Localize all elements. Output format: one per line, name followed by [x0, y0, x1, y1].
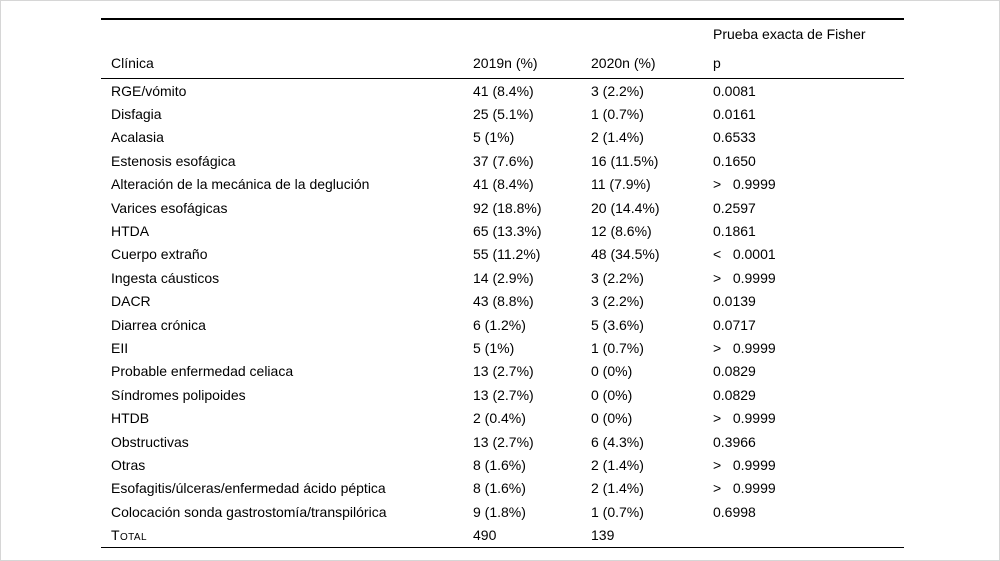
value-2020-cell: 3 (2.2%) — [591, 269, 644, 286]
value-2019-cell: 9 (1.8%) — [473, 503, 526, 520]
p-value-cell: < 0.0001 — [713, 246, 776, 263]
table-row — [101, 477, 904, 500]
column-header-clinica: Clínica — [111, 55, 154, 71]
table-row — [101, 523, 904, 546]
value-2019-cell: 25 (5.1%) — [473, 106, 534, 123]
table-header-row-fisher — [101, 20, 904, 49]
clinic-name-cell: Disfagia — [111, 106, 162, 123]
p-value-cell: > 0.9999 — [713, 269, 776, 286]
value-2020-cell: 2 (1.4%) — [591, 480, 644, 497]
value-2020-cell: 16 (11.5%) — [591, 152, 659, 169]
value-2019-cell: 8 (1.6%) — [473, 480, 526, 497]
p-value-cell: 0.0829 — [713, 363, 756, 380]
table-row — [101, 149, 904, 172]
value-2020-cell: 0 (0%) — [591, 386, 633, 403]
value-2019-cell: 13 (2.7%) — [473, 363, 534, 380]
table-row — [101, 500, 904, 523]
value-2019-cell: 5 (1%) — [473, 339, 515, 356]
clinic-name-cell: RGE/vómito — [111, 82, 187, 99]
table-row — [101, 290, 904, 313]
p-value-cell: 0.2597 — [713, 199, 756, 216]
p-value-cell: 0.0829 — [713, 386, 756, 403]
value-2019-cell: 2 (0.4%) — [473, 410, 526, 427]
value-2019-cell: 490 — [473, 527, 497, 544]
table-row — [101, 219, 904, 242]
p-value-cell: > 0.9999 — [713, 480, 776, 497]
clinic-name-cell: HTDA — [111, 223, 150, 240]
table-row — [101, 243, 904, 266]
value-2019-cell: 8 (1.6%) — [473, 456, 526, 473]
p-value-cell: 0.3966 — [713, 433, 756, 450]
table-row — [101, 102, 904, 125]
table-bottom-rule — [101, 547, 904, 549]
table-row — [101, 173, 904, 196]
p-value-cell: > 0.9999 — [713, 410, 776, 427]
p-value-cell: 0.1650 — [713, 152, 756, 169]
table-row — [101, 406, 904, 429]
clinic-name-cell: Síndromes polipoides — [111, 386, 246, 403]
value-2020-cell: 0 (0%) — [591, 363, 633, 380]
value-2020-cell: 3 (2.2%) — [591, 293, 644, 310]
value-2019-cell: 14 (2.9%) — [473, 269, 534, 286]
table-row — [101, 266, 904, 289]
value-2019-cell: 37 (7.6%) — [473, 152, 534, 169]
p-value-cell: 0.6533 — [713, 129, 756, 146]
value-2020-cell: 3 (2.2%) — [591, 82, 644, 99]
value-2020-cell: 11 (7.9%) — [591, 176, 651, 193]
clinic-name-cell: Total — [111, 527, 147, 544]
table-row — [101, 313, 904, 336]
value-2019-cell: 13 (2.7%) — [473, 433, 534, 450]
value-2019-cell: 92 (18.8%) — [473, 199, 542, 216]
table-header-row-columns — [101, 49, 904, 78]
clinic-name-cell: EII — [111, 339, 129, 356]
column-header-p: p — [713, 55, 721, 71]
value-2019-cell: 65 (13.3%) — [473, 223, 542, 240]
clinic-name-cell: Alteración de la mecánica de la deglución — [111, 176, 370, 193]
clinic-name-cell: Diarrea crónica — [111, 316, 206, 333]
p-value-cell: 0.6998 — [713, 503, 756, 520]
value-2020-cell: 6 (4.3%) — [591, 433, 644, 450]
clinic-name-cell: Estenosis esofágica — [111, 152, 236, 169]
p-value-cell: 0.0081 — [713, 82, 756, 99]
value-2019-cell: 6 (1.2%) — [473, 316, 526, 333]
value-2020-cell: 1 (0.7%) — [591, 503, 644, 520]
value-2020-cell: 1 (0.7%) — [591, 106, 644, 123]
value-2020-cell: 2 (1.4%) — [591, 129, 644, 146]
p-value-cell: 0.1861 — [713, 223, 756, 240]
table-row — [101, 383, 904, 406]
value-2019-cell: 5 (1%) — [473, 129, 515, 146]
clinic-name-cell: Esofagitis/úlceras/enfermedad ácido péptica — [111, 480, 386, 497]
column-header-2019: 2019n (%) — [473, 55, 538, 71]
p-value-cell: 0.0161 — [713, 106, 756, 123]
value-2020-cell: 48 (34.5%) — [591, 246, 660, 263]
clinic-name-cell: Obstructivas — [111, 433, 189, 450]
table-row — [101, 360, 904, 383]
p-value-cell: > 0.9999 — [713, 339, 776, 356]
table-body — [101, 79, 904, 547]
table-row — [101, 336, 904, 359]
clinic-name-cell: Colocación sonda gastrostomía/transpilórica — [111, 503, 387, 520]
table-row — [101, 196, 904, 219]
value-2020-cell: 139 — [591, 527, 615, 544]
value-2020-cell: 5 (3.6%) — [591, 316, 644, 333]
column-header-2020: 2020n (%) — [591, 55, 656, 71]
value-2020-cell: 20 (14.4%) — [591, 199, 660, 216]
p-value-cell: > 0.9999 — [713, 456, 776, 473]
value-2019-cell: 41 (8.4%) — [473, 176, 534, 193]
value-2019-cell: 55 (11.2%) — [473, 246, 541, 263]
value-2020-cell: 1 (0.7%) — [591, 339, 644, 356]
clinic-name-cell: Cuerpo extraño — [111, 246, 208, 263]
clinic-name-cell: Ingesta cáusticos — [111, 269, 220, 286]
clinic-name-cell: Otras — [111, 456, 146, 473]
value-2020-cell: 0 (0%) — [591, 410, 633, 427]
table-row — [101, 453, 904, 476]
value-2020-cell: 2 (1.4%) — [591, 456, 644, 473]
p-value-cell: 0.0139 — [713, 293, 756, 310]
table-row — [101, 79, 904, 102]
clinic-name-cell: Probable enfermedad celiaca — [111, 363, 294, 380]
p-value-cell: > 0.9999 — [713, 176, 776, 193]
value-2019-cell: 41 (8.4%) — [473, 82, 534, 99]
table-row — [101, 430, 904, 453]
p-value-cell: 0.0717 — [713, 316, 756, 333]
clinical-indications-table — [101, 18, 904, 548]
table-row — [101, 126, 904, 149]
value-2019-cell: 13 (2.7%) — [473, 386, 534, 403]
clinic-name-cell: Acalasia — [111, 129, 164, 146]
value-2019-cell: 43 (8.8%) — [473, 293, 534, 310]
clinic-name-cell: DACR — [111, 293, 151, 310]
value-2020-cell: 12 (8.6%) — [591, 223, 652, 240]
fisher-test-header: Prueba exacta de Fisher — [713, 26, 866, 42]
clinic-name-cell: HTDB — [111, 410, 150, 427]
clinic-name-cell: Varices esofágicas — [111, 199, 228, 216]
